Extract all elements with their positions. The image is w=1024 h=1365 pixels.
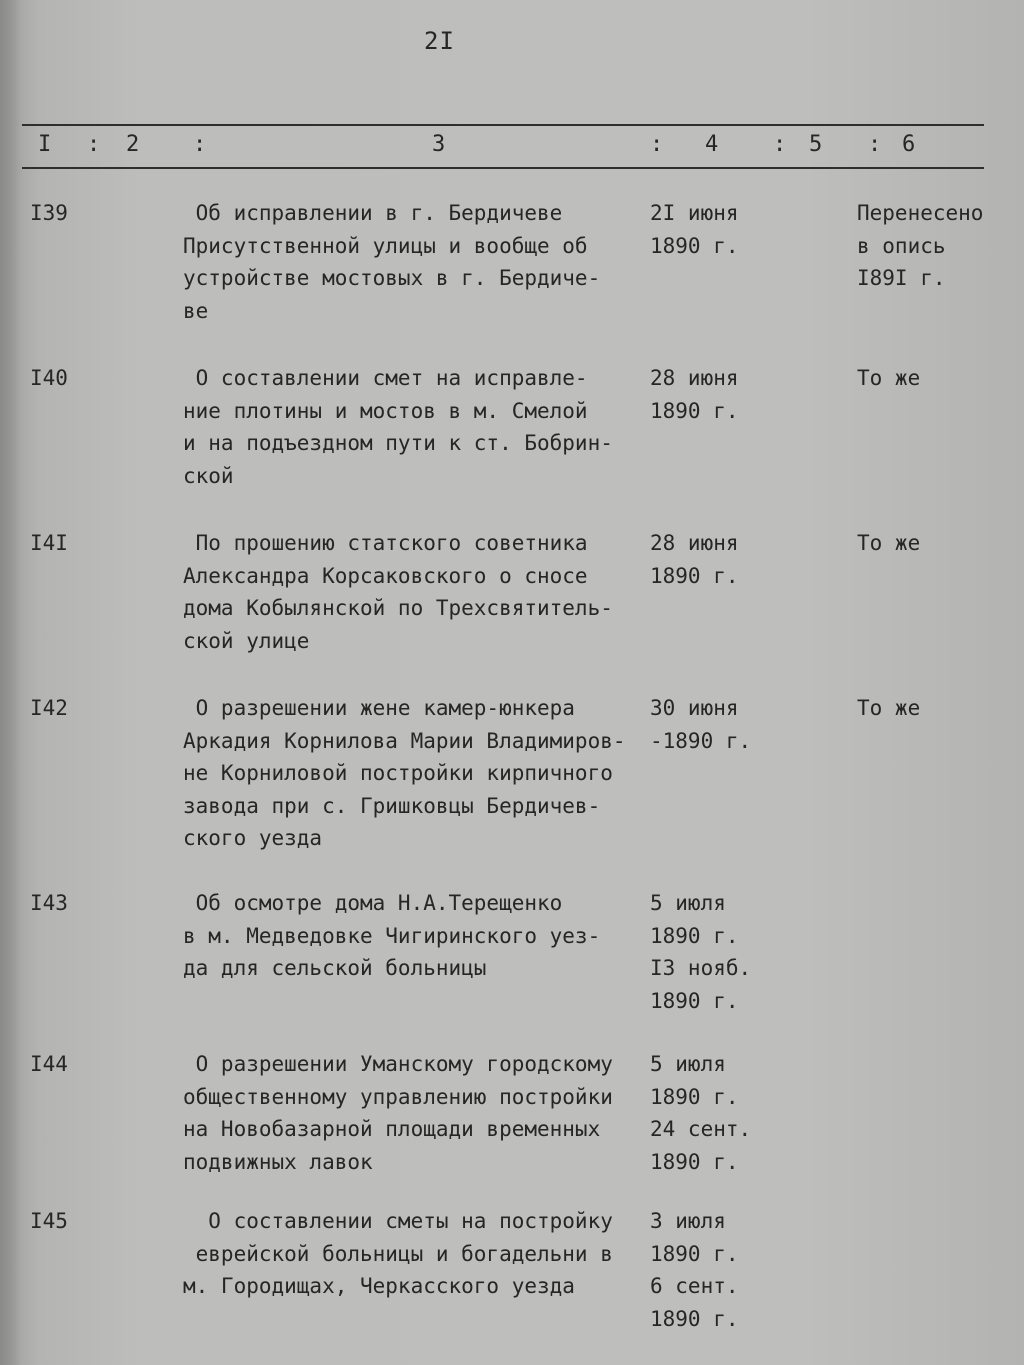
entry-title-line: подвижных лавок — [183, 1149, 373, 1174]
entry-number: I45 — [30, 1209, 68, 1233]
header-col-5: 5 — [809, 132, 823, 157]
entry-date-line: 1890 г. — [650, 1306, 739, 1331]
header-col-3: 3 — [432, 132, 446, 157]
entry-date-line: 1890 г. — [650, 1241, 739, 1266]
entry-number: I42 — [30, 696, 68, 720]
entry-dates — [650, 1205, 760, 1335]
entry-date-line: 5 июля — [650, 891, 726, 915]
header-separator-3: : — [650, 132, 664, 157]
header-col-1: I — [38, 132, 52, 157]
entry-title-line: устройстве мостовых в г. Бердиче- — [183, 266, 601, 290]
header-separator-5: : — [868, 132, 882, 157]
entry-date-line: 28 июня — [650, 366, 739, 390]
entry-title — [183, 362, 648, 492]
entry-title-line: да для сельской больницы — [183, 956, 487, 980]
entry-title-line: ского уезда — [183, 826, 323, 850]
entry-date-line: 1890 г. — [650, 563, 739, 588]
entry-date-line: 3 июля — [650, 1209, 726, 1233]
entry-date-line: 1890 г. — [650, 923, 739, 948]
entry-title-line: в м. Медведовке Чигиринского уез- — [183, 923, 601, 948]
entry-date-line: 1890 г. — [650, 398, 739, 423]
entry-dates — [650, 1048, 760, 1178]
entry-title-line: ние плотины и мостов в м. Смелой — [183, 398, 588, 423]
entry-date-line: 2I июня — [650, 201, 739, 225]
entry-note-line: в опись — [857, 233, 946, 258]
entry-title — [183, 1048, 648, 1178]
page-number: 2I — [424, 27, 455, 55]
entry-date-line: 1890 г. — [650, 1084, 739, 1109]
entry-title-line: на Новобазарной площади временных — [183, 1117, 601, 1141]
entry-title-line: ве — [183, 298, 209, 323]
entry-title-line: ской — [183, 463, 234, 488]
header-col-4: 4 — [705, 132, 719, 157]
entry-date-line: 1890 г. — [650, 1149, 739, 1174]
entry-title-line: м. Городищах, Черкасского уезда — [183, 1274, 575, 1298]
entry-note — [857, 362, 1007, 395]
entry-note-line: То же — [857, 366, 921, 390]
entry-number: I39 — [30, 201, 68, 225]
header-col-2: 2 — [126, 132, 140, 157]
entry-title-line: общественному управлению постройки — [183, 1084, 613, 1109]
entry-title — [183, 527, 648, 657]
entry-number: I44 — [30, 1052, 68, 1076]
entry-title-line: Об исправлении в г. Бердичеве — [183, 201, 563, 225]
entry-note — [857, 197, 1007, 295]
header-separator-1: : — [87, 132, 101, 157]
entry-dates — [650, 887, 760, 1017]
entry-title — [183, 1205, 648, 1303]
entry-date-line: 6 сент. — [650, 1274, 739, 1298]
entry-date-line: I3 нояб. — [650, 956, 752, 980]
entry-number: I40 — [30, 366, 68, 390]
header-separator-4: : — [773, 132, 787, 157]
entry-date-line: 1890 г. — [650, 988, 739, 1013]
entry-note-line: То же — [857, 696, 921, 720]
entry-date-line: 24 сент. — [650, 1117, 752, 1141]
header-separator-2: : — [193, 132, 207, 157]
entry-date-line: -1890 г. — [650, 728, 752, 753]
entry-title-line: ской улице — [183, 628, 310, 653]
entry-date-line: 30 июня — [650, 696, 739, 720]
entry-date-line: 5 июля — [650, 1052, 726, 1076]
entry-title-line: завода при с. Гришковцы Бердичев- — [183, 793, 601, 818]
entry-title — [183, 692, 648, 855]
entry-number: I4I — [30, 531, 68, 555]
entry-title-line: не Корниловой постройки кирпичного — [183, 761, 613, 785]
entry-dates — [650, 527, 760, 592]
entry-dates — [650, 692, 760, 757]
header-col-6: 6 — [902, 132, 916, 157]
entry-title-line: О составлении смет на исправле- — [183, 366, 588, 390]
entry-dates — [650, 362, 760, 427]
entry-note-line: I89I г. — [857, 266, 946, 290]
entry-title-line: Об осмотре дома Н.А.Терещенко — [183, 891, 563, 915]
entry-title — [183, 887, 648, 985]
entry-title-line: Присутственной улицы и вообще об — [183, 233, 588, 258]
entry-note — [857, 692, 1007, 725]
entry-date-line: 1890 г. — [650, 233, 739, 258]
entry-title-line: и на подъездном пути к ст. Бобрин- — [183, 431, 613, 455]
entry-number: I43 — [30, 891, 68, 915]
entry-dates — [650, 197, 760, 262]
entry-title-line: дома Кобылянской по Трехсвятитель- — [183, 596, 613, 620]
entry-title-line: Александра Корсаковского о сносе — [183, 563, 588, 588]
entry-title-line: О составлении сметы на постройку — [183, 1209, 613, 1233]
entry-note-line: То же — [857, 531, 921, 555]
entry-date-line: 28 июня — [650, 531, 739, 555]
entry-title-line: По прошению статского советника — [183, 531, 588, 555]
entry-title-line: О разрешении жене камер-юнкера — [183, 696, 575, 720]
entry-note — [857, 527, 1007, 560]
entry-title-line: О разрешении Уманскому городскому — [183, 1052, 613, 1076]
entry-title-line: еврейской больницы и богадельни в — [183, 1241, 613, 1266]
entry-note-line: Перенесено — [857, 201, 984, 225]
entry-title — [183, 197, 648, 327]
entry-title-line: Аркадия Корнилова Марии Владимиров- — [183, 728, 626, 753]
